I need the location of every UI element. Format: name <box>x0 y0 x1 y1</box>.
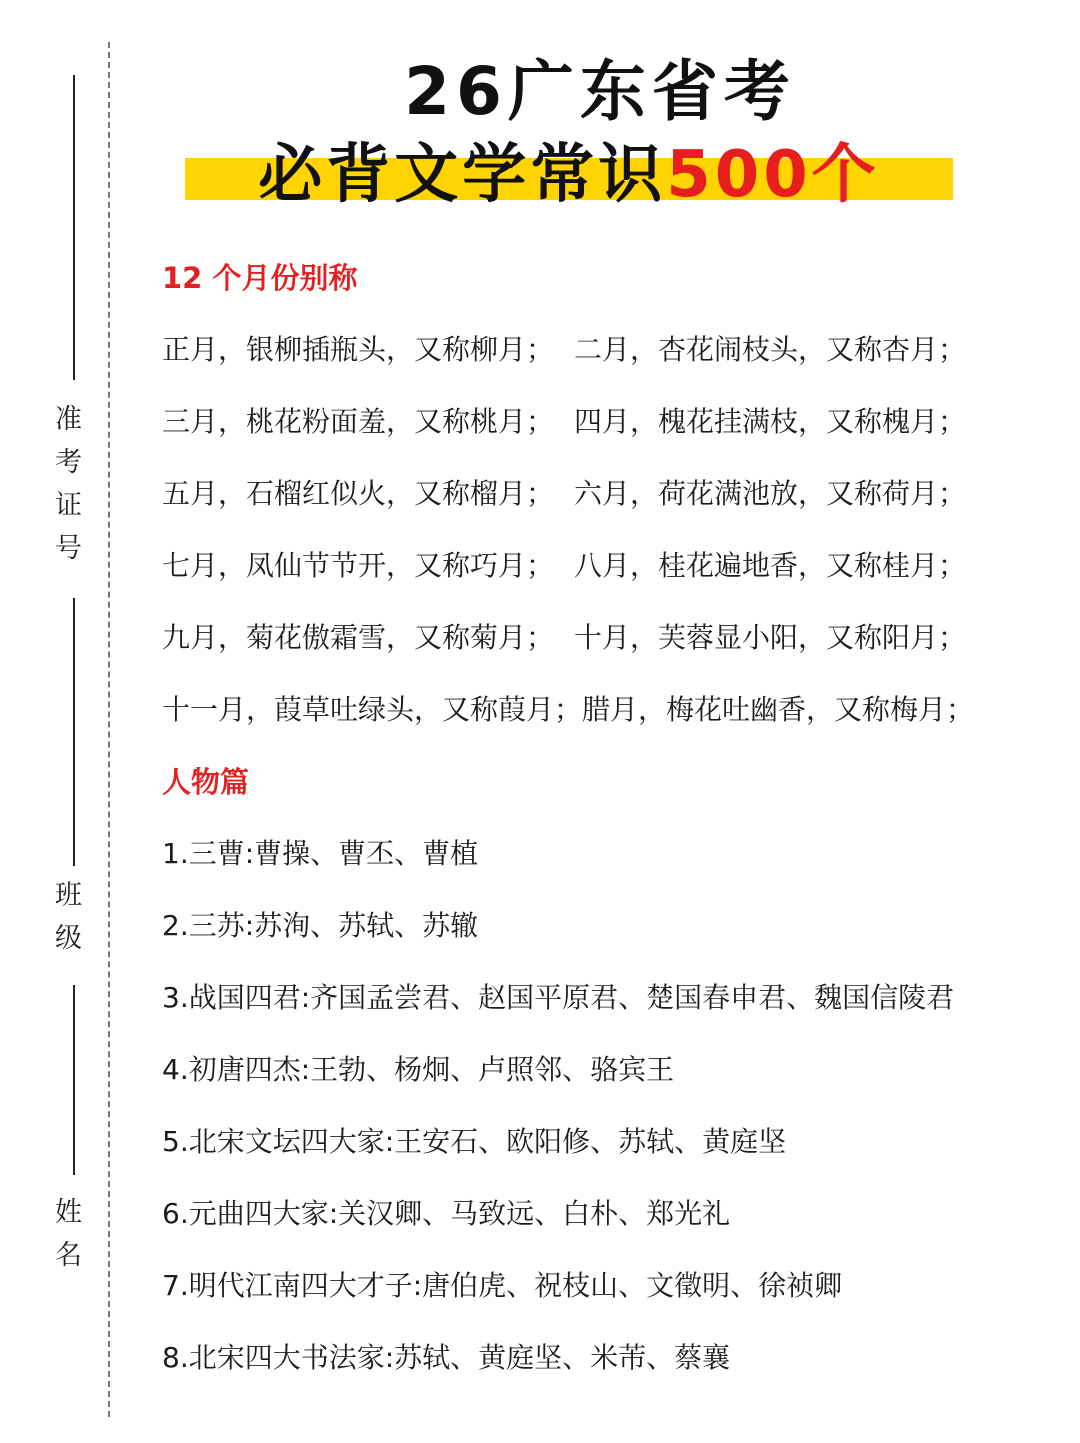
title-line-2-number: 500个 <box>666 138 880 212</box>
list-item: 5.北宋文坛四大家:王安石、欧阳修、苏轼、黄庭坚 <box>162 1125 787 1158</box>
month-entry: 七月，凤仙节节开，又称巧月； <box>162 549 555 582</box>
section-heading-people: 人物篇 <box>162 765 250 799</box>
list-item: 8.北宋四大书法家:苏轼、黄庭坚、米芾、蔡襄 <box>162 1341 731 1374</box>
cut-line <box>108 42 110 1417</box>
month-entry: 五月，石榴红似火，又称榴月； <box>162 477 555 510</box>
list-item: 1.三曹:曹操、曹丕、曹植 <box>162 837 479 870</box>
month-row <box>162 474 966 514</box>
title-line-2 <box>185 135 953 215</box>
exam-id-fill-line-top <box>73 75 75 380</box>
class-fill-line <box>73 985 75 1175</box>
binding-margin <box>0 0 120 1443</box>
month-entry: 十月，芙蓉显小阳，又称阳月； <box>574 621 967 654</box>
month-entry: 十一月，葭草吐绿头，又称葭月； <box>162 693 583 726</box>
month-row <box>162 402 966 442</box>
month-entry: 八月，桂花遍地香，又称桂月； <box>574 549 967 582</box>
month-row <box>162 546 966 586</box>
month-entry: 六月，荷花满池放，又称荷月； <box>574 477 967 510</box>
month-entry: 九月，菊花傲霜雪，又称菊月； <box>162 621 555 654</box>
list-item: 6.元曲四大家:关汉卿、马致远、白朴、郑光礼 <box>162 1197 731 1230</box>
title-line-2-text: 必背文学常识 <box>258 138 667 212</box>
month-row <box>162 690 974 730</box>
list-item: 7.明代江南四大才子:唐伯虎、祝枝山、文徵明、徐祯卿 <box>162 1269 843 1302</box>
exam-id-label: 准考证号 <box>50 404 81 576</box>
month-entry: 四月，槐花挂满枝，又称槐月； <box>574 405 967 438</box>
month-entry: 三月，桃花粉面羞，又称桃月； <box>162 405 555 438</box>
list-item: 2.三苏:苏洵、苏轼、苏辙 <box>162 909 479 942</box>
class-label: 班级 <box>50 880 81 966</box>
section-heading-months: 12 个月份别称 <box>162 261 358 295</box>
title-line-1: 26广东省考 <box>404 53 796 130</box>
exam-id-fill-line-bottom <box>73 598 75 866</box>
list-item: 4.初唐四杰:王勃、杨炯、卢照邻、骆宾王 <box>162 1053 675 1086</box>
name-label: 姓名 <box>50 1197 81 1283</box>
month-entry: 正月，银柳插瓶头，又称柳月； <box>162 333 555 366</box>
month-row <box>162 618 966 658</box>
list-item: 3.战国四君:齐国孟尝君、赵国平原君、楚国春申君、魏国信陵君 <box>162 981 955 1014</box>
month-row <box>162 330 966 370</box>
month-entry: 腊月，梅花吐幽香，又称梅月； <box>582 693 975 726</box>
month-entry: 二月，杏花闹枝头，又称杏月； <box>574 333 967 366</box>
